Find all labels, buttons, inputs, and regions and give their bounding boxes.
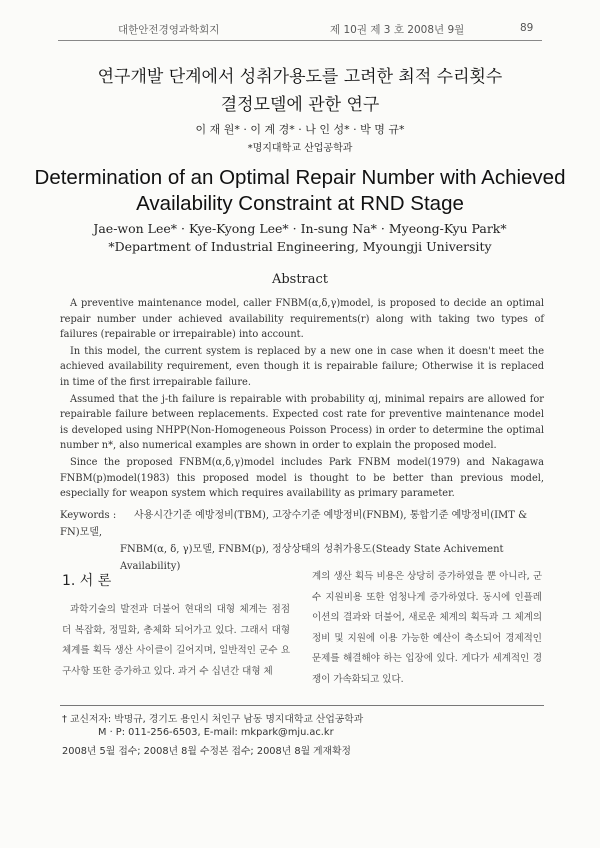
footnote-rule xyxy=(60,705,544,706)
header-rule xyxy=(58,40,542,41)
abstract-body xyxy=(60,296,544,503)
english-authors: Jae-won Lee* · Kye-Kyong Lee* · In-sung Na* · Myeong-Kyu Park* xyxy=(93,221,507,236)
abstract-paragraph: Since the proposed FNBM(α,δ,γ)model includes Park FNBM model(1979) and Nakagawa FNBM(p)model(1983) this proposed model is thought to be better than previous model, especially for weapon system which requires availability as primary parameter. xyxy=(60,456,544,500)
body-paragraph: 과학기술의 발전과 더불어 현대의 대형 체계는 점점 더 복잡화, 정밀화, 총체화 되어가고 있다. 그래서 대형 체계를 획득 생산 사이클이 길어지며, 일반적인 군수 요구사항 또한 증가하고 있다. 과거 수 십년간 대형 체 xyxy=(62,604,290,677)
keywords-label: Keywords : xyxy=(60,510,117,521)
english-title-line1: Determination of an Optimal Repair Number with Achieved xyxy=(34,166,566,189)
body-left-column xyxy=(62,600,290,682)
abstract-paragraph: A preventive maintenance model, caller FNBM(α,δ,γ)model, is proposed to decide an optimal repair number under achieved availability requirements(r) along with taking two types of failures (repairable or irrepairable) into account. xyxy=(60,298,544,341)
body-paragraph: 계의 생산 획득 비용은 상당히 증가하였을 뿐 아니라, 군수 지원비용 또한 엄청나게 증가하였다. 동시에 인플레이션의 결과와 더불어, 새로운 체계의 획득과 그 체계의 정비 및 지원에 이용 가능한 예산이 축소되어 경제적인 문제를 해결해야 하는 입장에 있다. 게다가 세계적인 경쟁이 가속화되고 있다. xyxy=(312,571,542,685)
keywords xyxy=(60,507,544,575)
contact-info: M · P: 011-256-6503, E-mail: mkpark@mju.ac.kr xyxy=(98,727,334,738)
korean-title-line1: 연구개발 단계에서 성취가용도를 고려한 최적 수리횟수 xyxy=(97,67,503,87)
korean-affiliation: *명지대학교 산업공학과 xyxy=(247,143,353,154)
abstract-paragraph: Assumed that the j-th failure is repairable with probability αj, minimal repairs are allowed for repairable failure between replacements. Expected cost rate for preventive maintenance model is developed using NHPP(Non-Homogeneous Poisson Process) in order to determine the optimal number n*, also numerical examples are shown in order to explain the proposed model. xyxy=(60,393,544,452)
corresponding-author: † 교신저자: 박명규, 경기도 용인시 처인구 남동 명지대학교 산업공학과 xyxy=(62,714,364,725)
abstract-heading: Abstract xyxy=(271,272,329,287)
volume-issue: 제 10권 제 3 호 2008년 9월 xyxy=(330,24,465,36)
received-dates: 2008년 5월 접수; 2008년 8월 수정본 접수; 2008년 8월 게재확정 xyxy=(62,746,352,757)
section-title: 1. 서 론 xyxy=(62,573,112,589)
page-number: 89 xyxy=(520,22,534,34)
keywords-line1: 사용시간기준 예방정비(TBM), 고장수기준 예방정비(FNBM), 통합기준 예방정비(IMT & FN)모델, xyxy=(60,510,528,538)
korean-title-line2: 결정모델에 관한 연구 xyxy=(220,95,380,115)
english-affiliation: *Department of Industrial Engineering, Myoungji University xyxy=(108,239,492,254)
keywords-line2: FNBM(α, δ, γ)모델, FNBM(p), 정상상태의 성취가용도(Steady State Achivement Availability) xyxy=(120,544,504,572)
body-right-column xyxy=(312,567,542,690)
english-title-line2: Availability Constraint at RND Stage xyxy=(136,192,464,215)
journal-name: 대한안전경영과학회지 xyxy=(118,24,220,36)
abstract-paragraph: In this model, the current system is replaced by a new one in case when it doesn't meet the achieved availability requirement, even though it is repairable failure; Otherwise it is replaced in time of the first irrepairable failure. xyxy=(60,345,544,388)
korean-authors: 이 재 원* · 이 계 경* · 나 인 성* · 박 명 규* xyxy=(195,123,405,136)
